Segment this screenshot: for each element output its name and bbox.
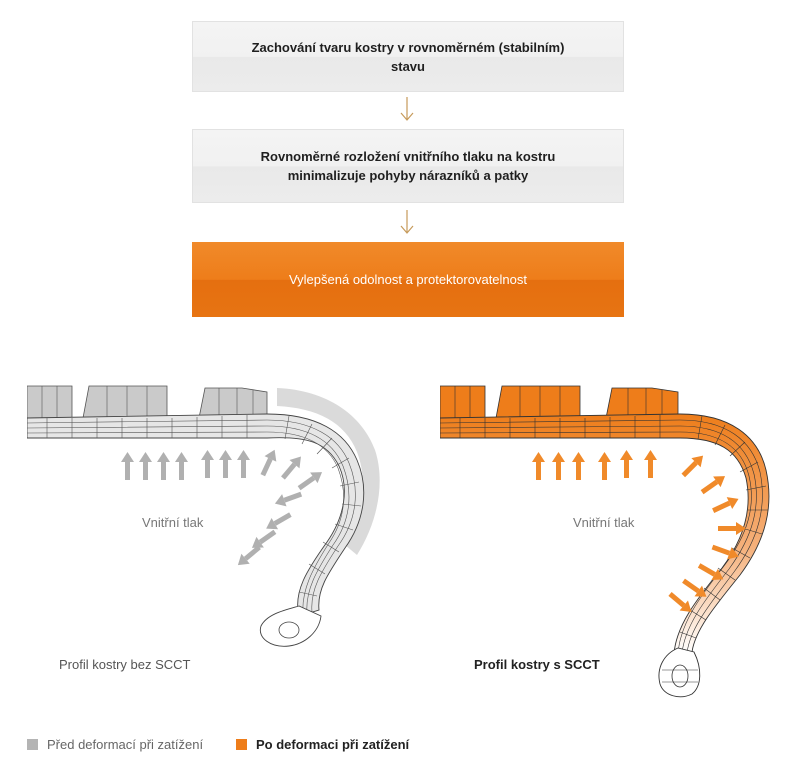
down-arrow-icon xyxy=(399,209,415,235)
pressure-arrow-icon xyxy=(121,452,134,480)
pressure-arrow-icon xyxy=(248,527,278,554)
tire-profile-without-scct xyxy=(27,370,397,660)
pressure-arrow-icon xyxy=(598,452,611,480)
bead xyxy=(260,606,321,646)
pressure-arrow-icon xyxy=(237,450,250,478)
pressure-arrow-icon xyxy=(552,452,565,480)
inner-pressure-label: Vnitřní tlak xyxy=(573,515,635,530)
pressure-arrow-icon xyxy=(139,452,152,480)
flow-box-text: Vylepšená odolnost a protektorovatelnost xyxy=(288,272,527,287)
legend-label: Po deformaci při zatížení xyxy=(256,737,410,752)
tread-block xyxy=(606,388,678,418)
caption-without-scct: Profil kostry bez SCCT xyxy=(59,657,191,672)
inner-pressure-label: Vnitřní tlak xyxy=(142,515,204,530)
pressure-arrow-icon xyxy=(532,452,545,480)
flow-box-pressure-distribution xyxy=(192,129,624,203)
carcass-layers xyxy=(440,420,762,654)
pressure-arrow-icon xyxy=(263,509,294,534)
tread-block xyxy=(83,386,167,418)
caption-with-scct: Profil kostry s SCCT xyxy=(474,657,600,672)
before-deformation-shadow xyxy=(277,388,380,555)
tread-block xyxy=(440,386,485,418)
flow-box-text: Rovnoměrné rozložení vnitřního tlaku na kostru minimalizuje pohyby nárazníků a patky xyxy=(260,149,556,183)
legend-swatch-orange xyxy=(236,739,247,750)
bead xyxy=(659,648,700,697)
tread-block xyxy=(27,386,72,418)
pressure-arrow-icon xyxy=(698,471,728,498)
pressure-arrow-icon xyxy=(572,452,585,480)
legend-label: Před deformací při zatížení xyxy=(47,737,204,752)
pressure-arrow-icon xyxy=(710,493,741,517)
pressure-arrow-icon xyxy=(219,450,232,478)
carcass-band xyxy=(440,414,769,654)
pressure-arrow-icon xyxy=(620,450,633,478)
legend-after-deformation xyxy=(236,737,409,752)
down-arrow-icon xyxy=(399,96,415,122)
pressure-arrow-icon xyxy=(175,452,188,480)
flow-box-shape-preservation xyxy=(192,21,624,92)
pressure-arrow-icon xyxy=(273,488,304,510)
pressure-arrow-icon xyxy=(157,452,170,480)
flow-box-improved-durability xyxy=(192,242,624,317)
legend-swatch-grey xyxy=(27,739,38,750)
pressure-arrow-icon xyxy=(679,451,708,480)
tread-block xyxy=(496,386,580,418)
pressure-arrow-icon xyxy=(278,452,306,482)
tread-block xyxy=(199,388,267,418)
tire-profile-with-scct xyxy=(440,370,780,705)
flow-box-text: Zachování tvaru kostry v rovnoměrném (stabilním) stavu xyxy=(251,39,565,74)
legend-before-deformation xyxy=(27,737,203,752)
pressure-arrow-icon xyxy=(257,447,281,478)
pressure-arrow-icon xyxy=(201,450,214,478)
pressure-arrow-icon xyxy=(295,467,325,494)
pressure-arrows-grey xyxy=(121,447,326,570)
pressure-arrow-icon xyxy=(644,450,657,478)
